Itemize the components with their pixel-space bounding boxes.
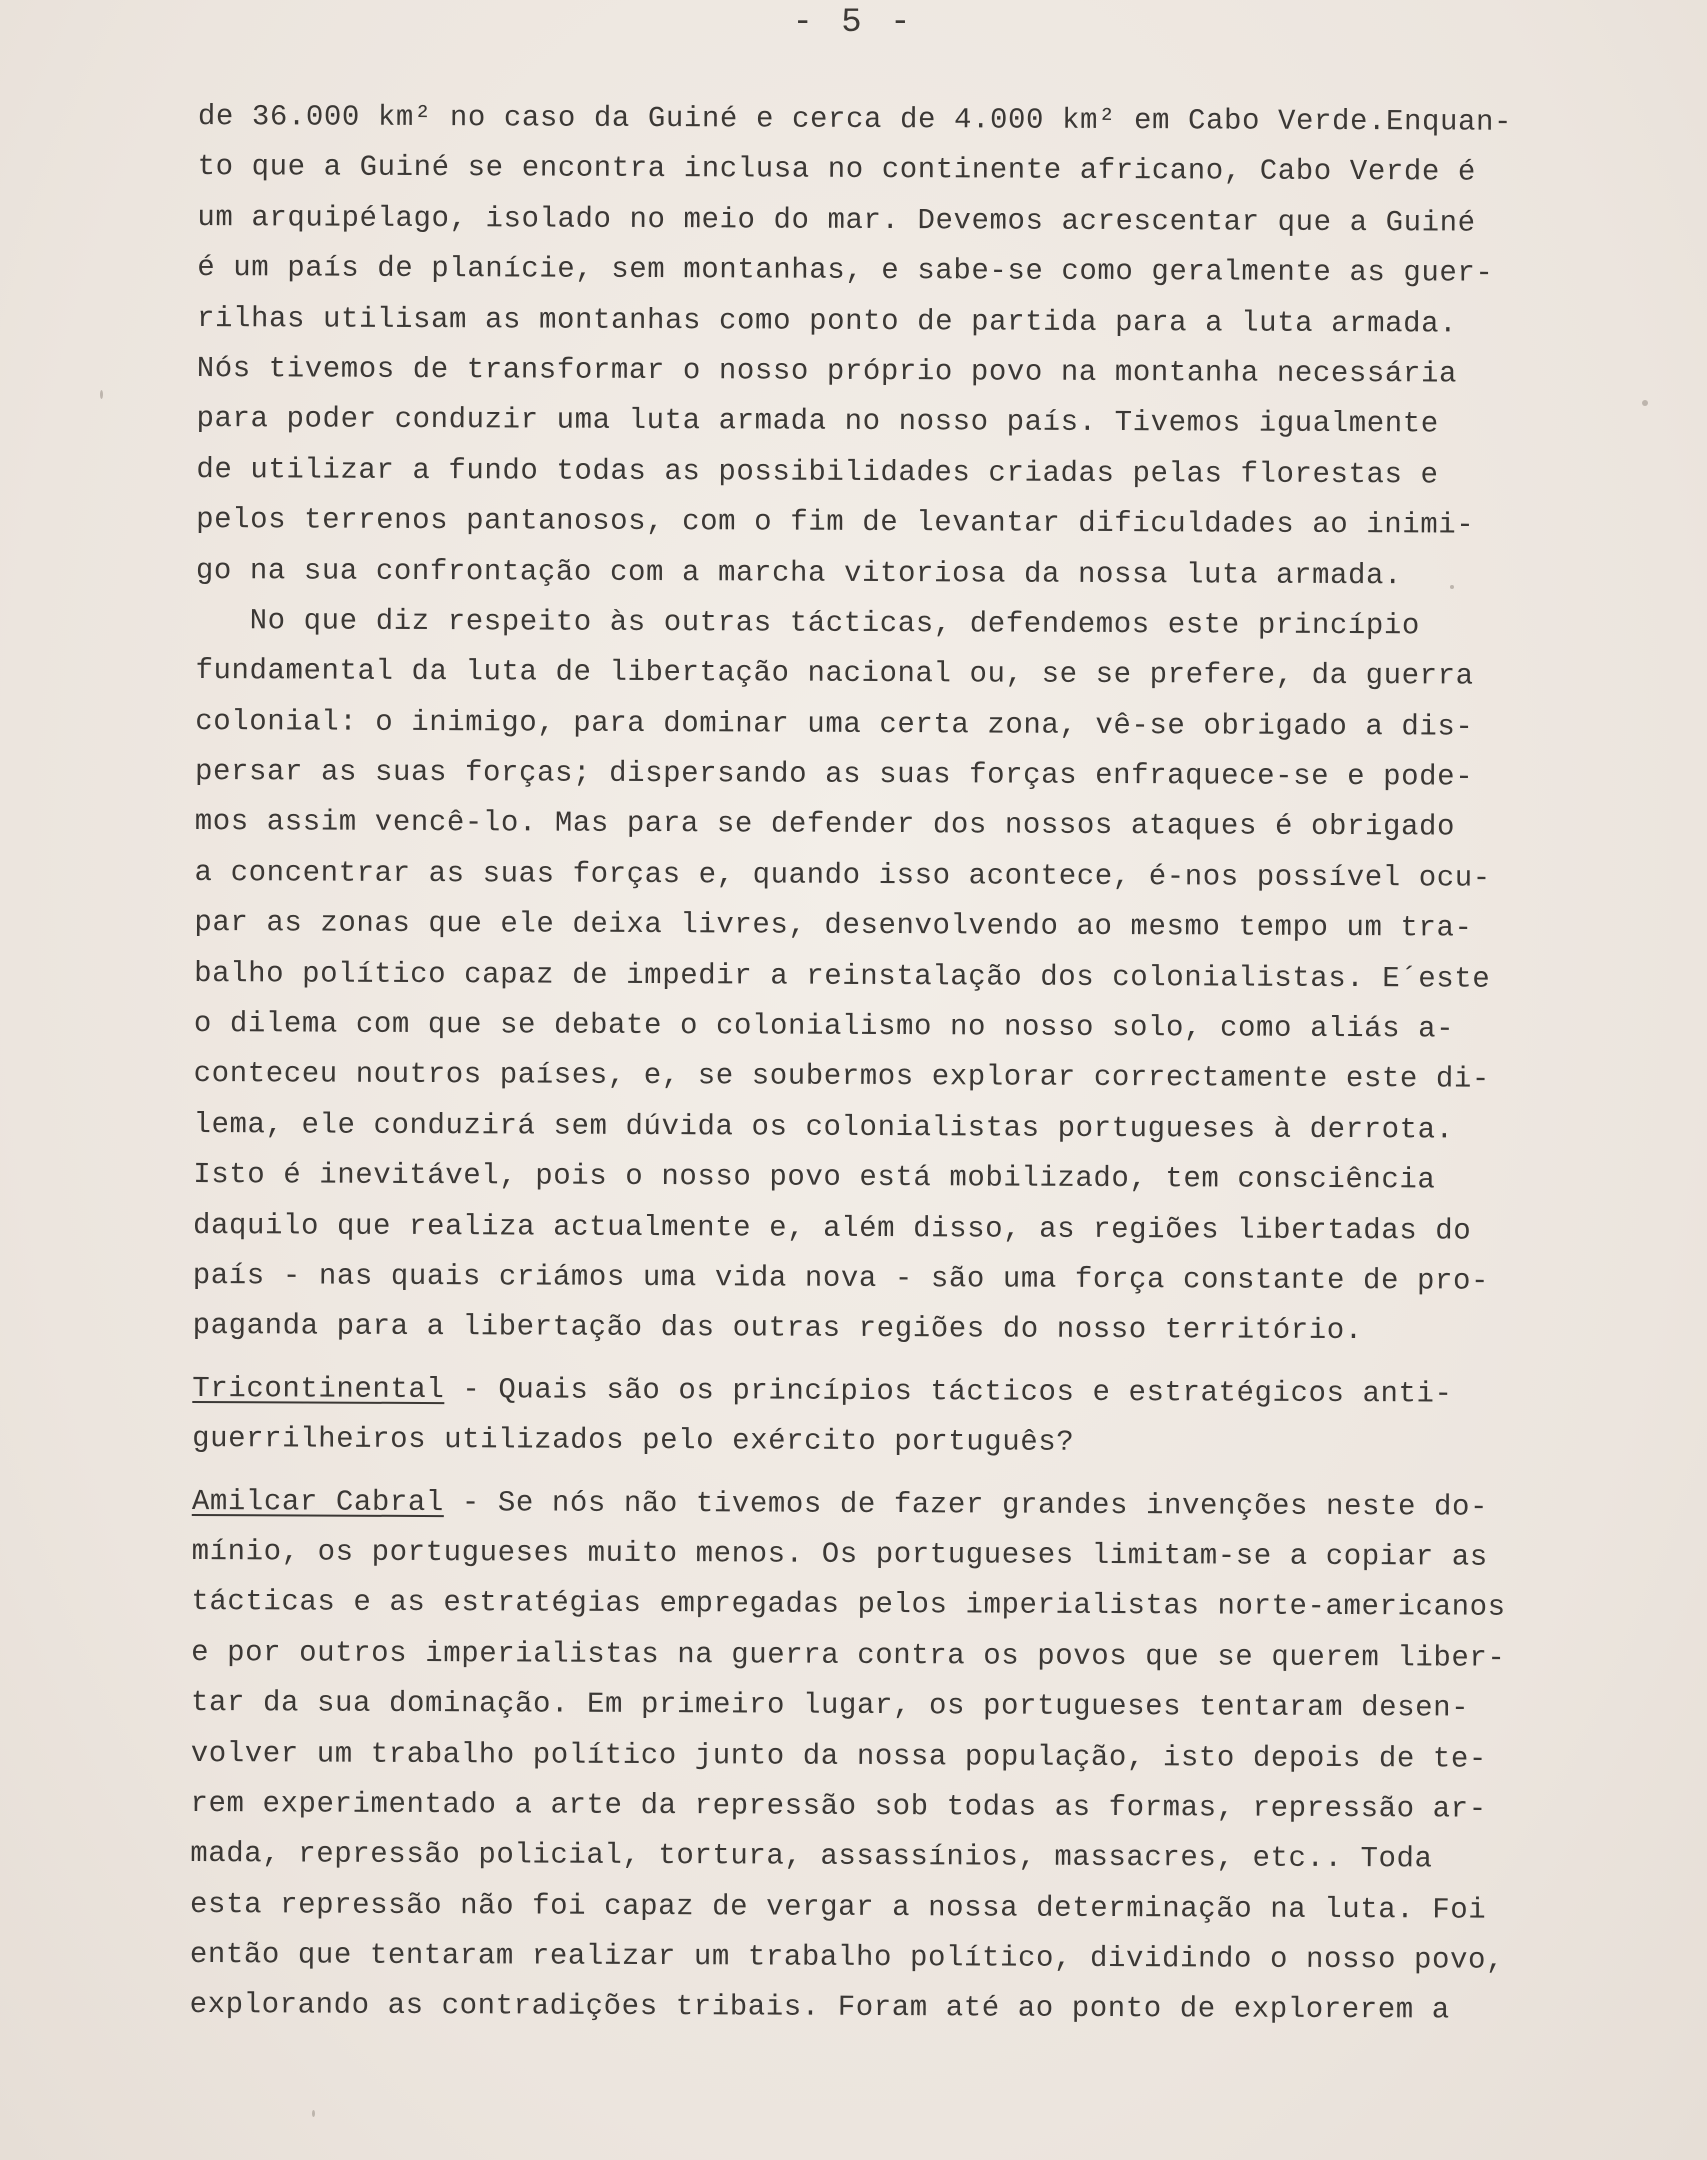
interview-question (192, 1364, 1492, 1470)
text-line: tácticas e as estratégias empregadas pelos imperialistas norte-americanos (191, 1585, 1506, 1625)
text-line: então que tentaram realizar um trabalho político, dividindo o nosso povo, (189, 1938, 1505, 1977)
text-line: fundamental da luta de libertação nacional ou, se se prefere, da guerra (195, 654, 1474, 693)
text-line: é um país de planície, sem montanhas, e sabe-se como geralmente as guer- (197, 251, 1494, 290)
text-line (192, 1477, 1492, 1533)
text-line: mínio, os portugueses muito menos. Os portugueses limitam-se a copiar as (191, 1534, 1488, 1574)
text-line: a concentrar as suas forças e, quando isso acontece, é-nos possível ocu- (194, 855, 1491, 895)
speaker-name: Tricontinental (192, 1371, 445, 1406)
text-line: esta repressão não foi capaz de vergar a nossa determinação na luta. Foi (190, 1887, 1487, 1927)
text-line: par as zonas que ele deixa livres, desenvolvendo ao mesmo tempo um tra- (194, 906, 1473, 945)
question-text: - Quais são os princípios tácticos e estratégicos anti- (444, 1372, 1453, 1411)
text-line: volver um trabalho político junto da nossa população, isto depois de te- (190, 1736, 1488, 1776)
text-line: daquilo que realiza actualmente e, além disso, as regiões libertadas do (192, 1208, 1472, 1248)
text-line: conteceu noutros países, e, se soubermos explorar correctamente este di- (193, 1057, 1490, 1097)
paper-speck (312, 2110, 315, 2117)
text-line: o dilema com que se debate o colonialismo no nosso solo, como aliás a- (193, 1007, 1455, 1046)
text-line: guerrilheiros utilizados pelo exército português? (192, 1422, 1075, 1459)
text-line: No que diz respeito às outras tácticas, defendemos este princípio (195, 603, 1420, 643)
page-number: - 5 - (792, 4, 915, 42)
text-line: pelos terrenos pantanosos, com o fim de levantar dificuldades ao inimi- (196, 503, 1475, 542)
text-line: lema, ele conduzirá sem dúvida os colonialistas portugueses à derrota. (193, 1107, 1454, 1147)
text-line: to que a Guiné se encontra inclusa no continente africano, Cabo Verde é (197, 150, 1476, 189)
text-line: de utilizar a fundo todas as possibilidades criadas pelas florestas e (196, 452, 1439, 492)
text-line: persar as suas forças; dispersando as suas forças enfraquece-se e pode- (194, 755, 1474, 794)
answer-text: - Se nós não tivemos de fazer grandes invenções neste do- (443, 1485, 1489, 1524)
text-line: para poder conduzir uma luta armada no nosso país. Tivemos igualmente (196, 402, 1439, 441)
text-line: um arquipélago, isolado no meio do mar. Devemos acrescentar que a Guiné (197, 200, 1476, 240)
paper-speck (1450, 585, 1454, 589)
text-line: de 36.000 km² no caso da Guiné e cerca de 4.000 km² em Cabo Verde.Enquan- (197, 99, 1513, 139)
text-line: colonial: o inimigo, para dominar uma certa zona, vê-se obrigado a dis- (195, 704, 1474, 744)
text-line: Nós tivemos de transformar o nosso próprio povo na montanha necessária (196, 351, 1458, 391)
paper-speck (100, 390, 103, 399)
text-line: país - nas quais criámos uma vida nova - são uma força constante de pro- (192, 1258, 1490, 1298)
text-line: rilhas utilisam as montanhas como ponto de partida para a luta armada. (196, 301, 1458, 341)
text-line: balho político capaz de impedir a reinstalação dos colonialistas. E´este (194, 956, 1491, 996)
text-line: go na sua confrontação com a marcha vitoriosa da nossa luta armada. (195, 553, 1403, 592)
text-line: tar da sua dominação. Em primeiro lugar, os portugueses tentaram desen- (190, 1686, 1470, 1725)
speaker-name: Amilcar Cabral (191, 1484, 444, 1519)
text-line (192, 1364, 1492, 1420)
text-line: Isto é inevitável, pois o nosso povo está mobilizado, tem consciência (193, 1158, 1436, 1197)
body-text (189, 92, 1513, 2036)
paragraph-tactics (193, 596, 1496, 1358)
text-line: mos assim vencê-lo. Mas para se defender dos nossos ataques é obrigado (194, 805, 1456, 844)
text-line: explorando as contradições tribais. Foram até ao ponto de explorerem a (189, 1988, 1450, 2027)
paper-speck (1642, 400, 1648, 406)
text-line: paganda para a libertação das outras regiões do nosso território. (192, 1309, 1363, 1348)
interview-answer (189, 1477, 1506, 2037)
text-line: e por outros imperialistas na guerra contra os povos que se querem liber- (191, 1635, 1506, 1675)
paragraph-geography (195, 92, 1513, 602)
text-line: rem experimentado a arte da repressão sob todas as formas, repressão ar- (190, 1786, 1487, 1826)
text-line: mada, repressão policial, tortura, assassínios, massacres, etc.. Toda (190, 1837, 1433, 1876)
